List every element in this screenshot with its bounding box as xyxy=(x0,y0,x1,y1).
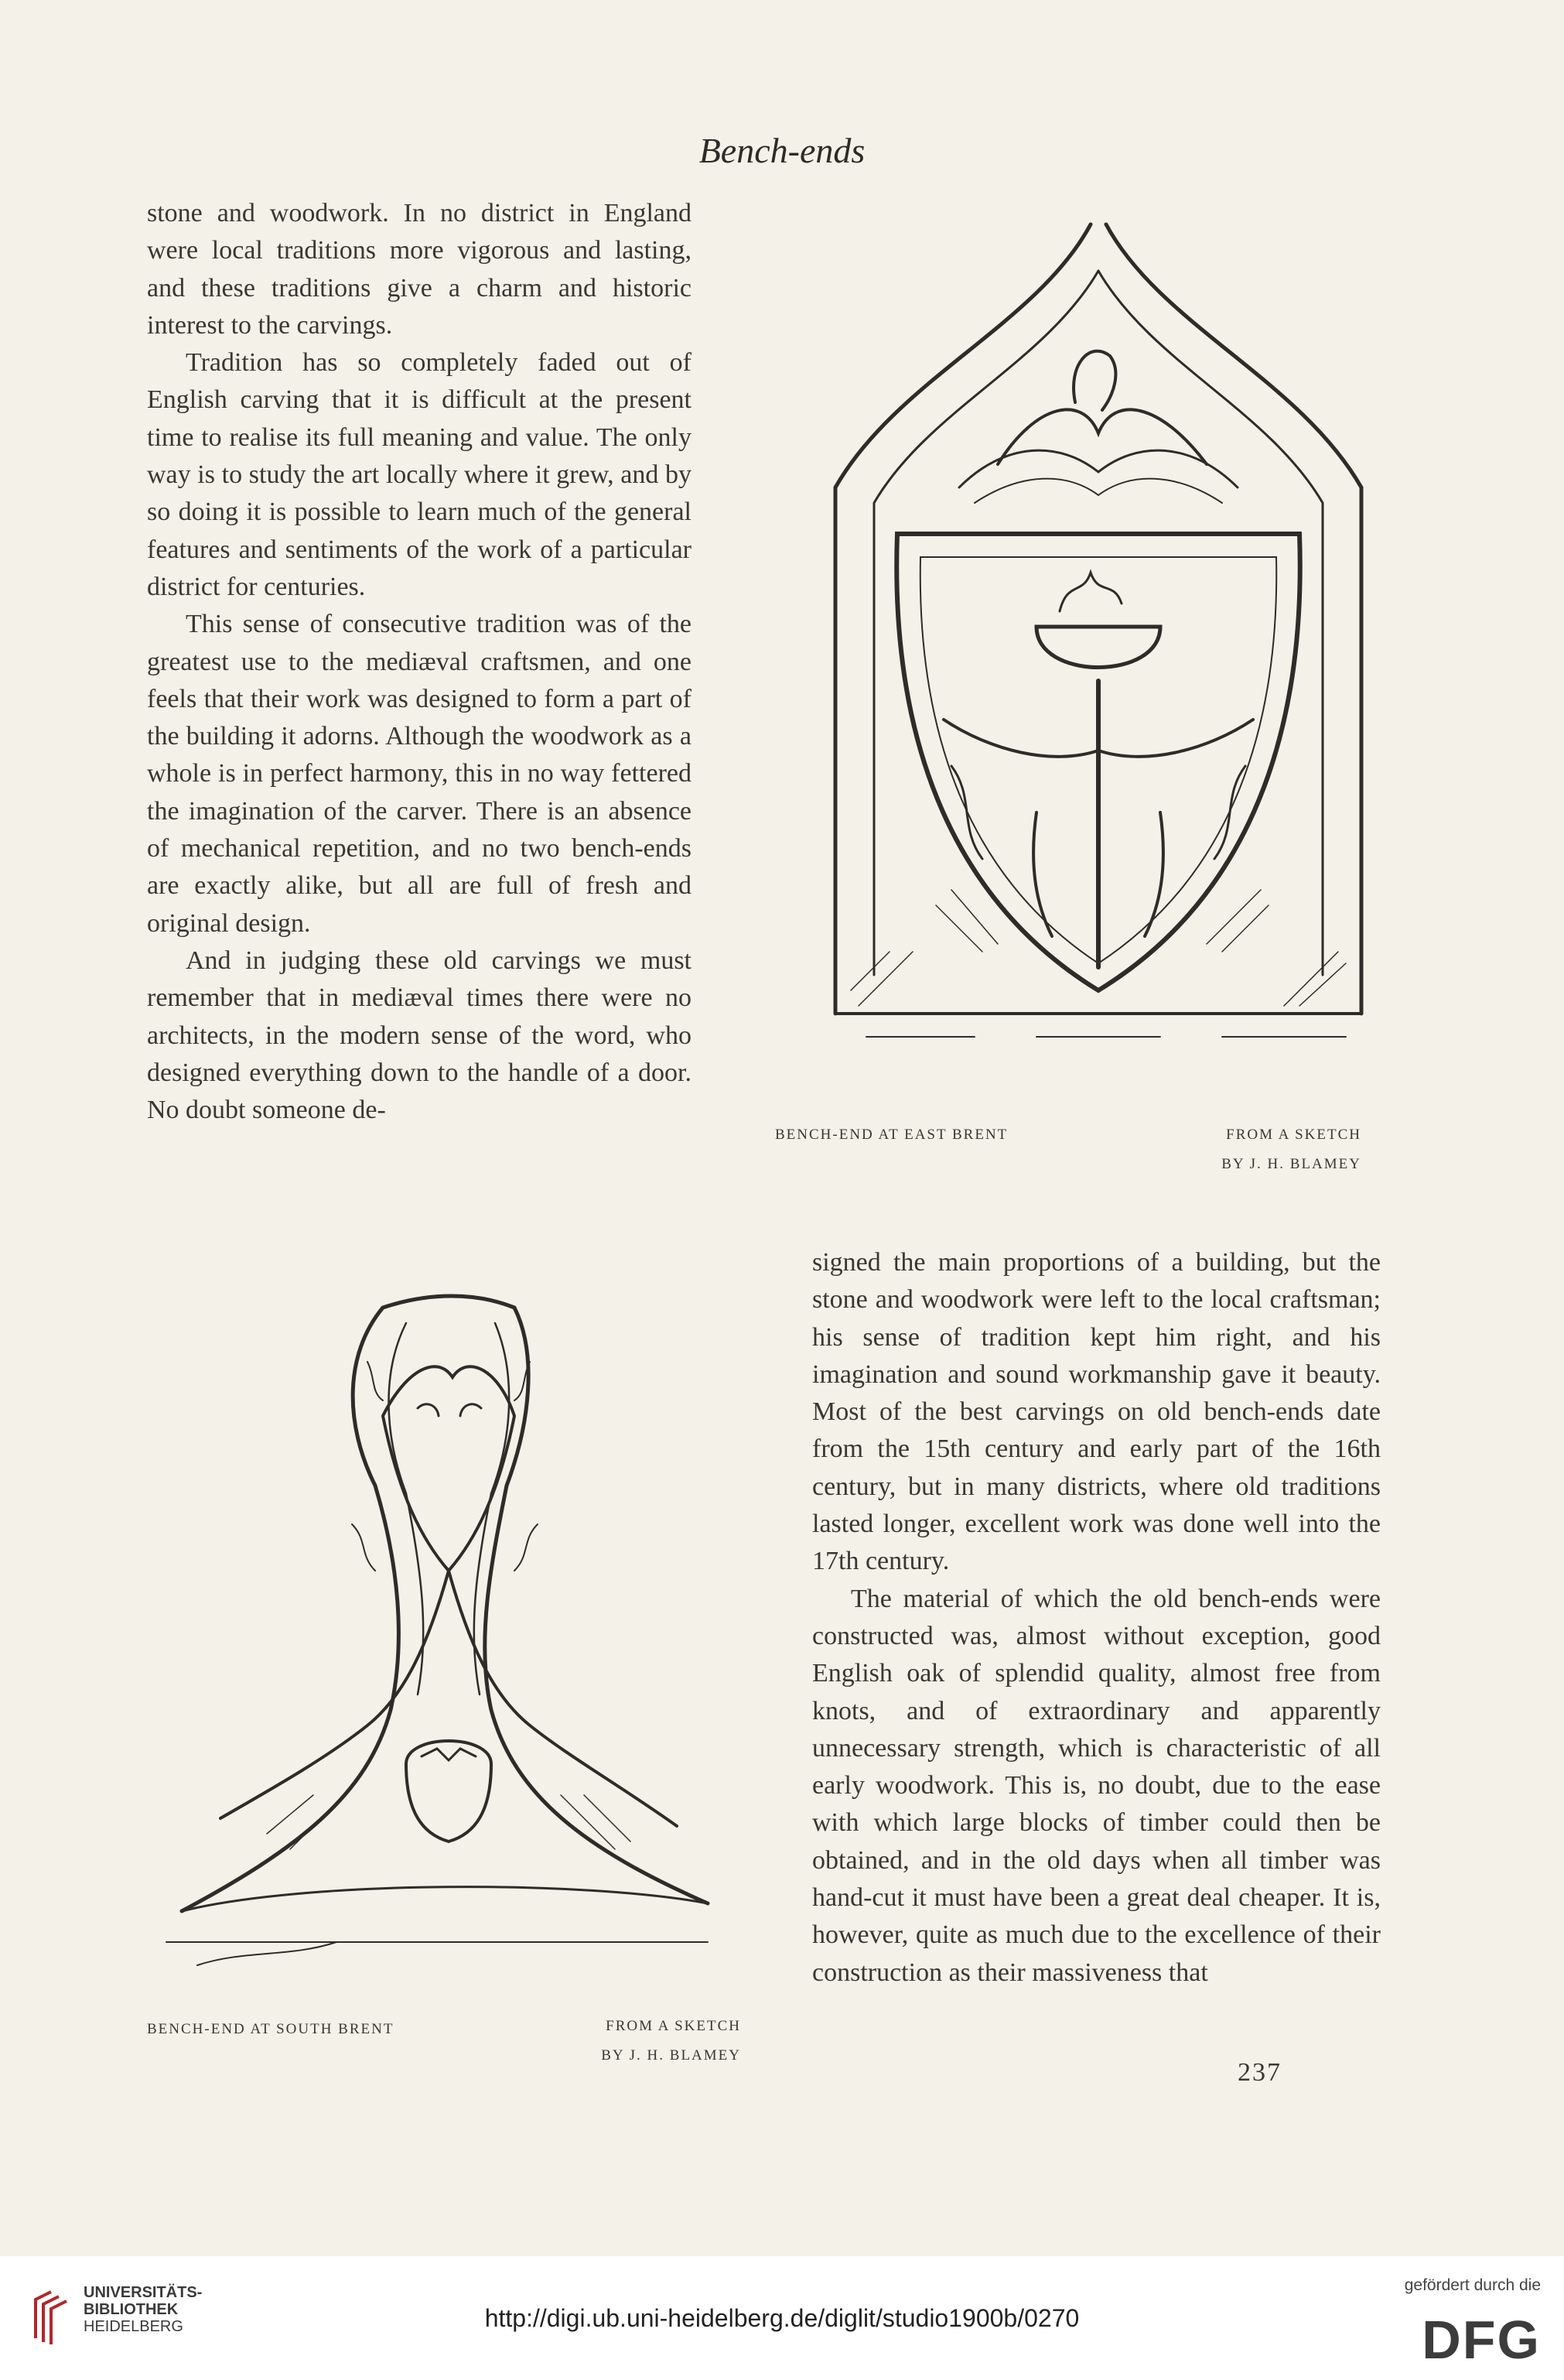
paragraph: And in judging these old carvings we must remember that in mediæval times there were no architects, in the modern sense of the word, who designed everything down to the handle of a door. No doubt someone de- xyxy=(147,946,692,1125)
figure-caption: BENCH-END AT SOUTH BRENT xyxy=(147,2021,394,2037)
paragraph: stone and woodwork. In no district in England were local traditions more vigorous and lasting, and these traditions give a charm and historic interest to the carvings. xyxy=(147,199,692,340)
digitization-footer xyxy=(0,2256,1564,2380)
figure-credit-line: BY J. H. BLAMEY xyxy=(1221,1156,1361,1172)
right-text-column xyxy=(812,1244,1381,1992)
source-url-link[interactable]: http://digi.ub.uni-heidelberg.de/diglit/studio1900b/0270 xyxy=(484,2304,1080,2332)
left-text-column xyxy=(147,195,692,1129)
dfg-logo: DFG xyxy=(1422,2310,1541,2370)
library-name-line: BIBLIOTHEK xyxy=(84,2301,179,2318)
sponsor-note: gefördert durch die xyxy=(1404,2276,1541,2294)
figure-credit-line: FROM A SKETCH xyxy=(1226,1127,1361,1143)
figure-credit xyxy=(1145,1120,1361,1179)
library-name-line: HEIDELBERG xyxy=(84,2318,183,2335)
page-number: 237 xyxy=(1238,2058,1282,2087)
figure-credit-line: FROM A SKETCH xyxy=(606,2018,741,2034)
figure-credit xyxy=(534,2012,741,2071)
figure-caption: BENCH-END AT EAST BRENT xyxy=(775,1127,1009,1143)
paragraph: The material of which the old bench-ends were constructed was, almost without exception, good English oak of splendid quality, almost free from knots, and of extraordinary and apparently unnecessary strength, which is characteristic of all early woodwork. This is, no doubt, due to the ease with which large blocks of timber could then be obtained, and in the old days when all timber was hand-cut it must have been a great deal cheaper. It is, however, quite as much due to the excellence of their construction as their massiveness that xyxy=(812,1584,1381,1987)
east-brent-bench-end-sketch xyxy=(804,209,1392,1075)
running-head: Bench-ends xyxy=(698,131,866,170)
south-brent-bench-end-sketch xyxy=(151,1292,754,2012)
paragraph: This sense of consecutive tradition was of the greatest use to the mediæval craftsmen, and one feels that their work was designed to form a part of the building it adorns. Although the woodwork as a whole is in perfect harmony, this in no way fettered the imagination of the carver. There is an absence of mechanical repetition, and no two bench-ends are exactly alike, but all are full of fresh and original design. xyxy=(147,610,692,938)
paragraph: signed the main proportions of a building, but the stone and woodwork were left to the local craftsman; his sense of tradition kept him right, and his imagination and sound workmanship gave it beauty. Most of the best carvings on old bench-ends date from the 15th century and early part of the 16th century, but in many districts, where old traditions lasted longer, excellent work was done well into the 17th century. xyxy=(812,1248,1381,1576)
paragraph: Tradition has so completely faded out of English carving that it is difficult at the present time to realise its full meaning and value. The only way is to study the art locally where it grew, and by so doing it is possible to learn much of the general features and sentiments of the work of a particular district for centuries. xyxy=(147,348,692,601)
library-name-line: UNIVERSITÄTS- xyxy=(84,2284,203,2301)
figure-credit-line: BY J. H. BLAMEY xyxy=(601,2047,741,2064)
